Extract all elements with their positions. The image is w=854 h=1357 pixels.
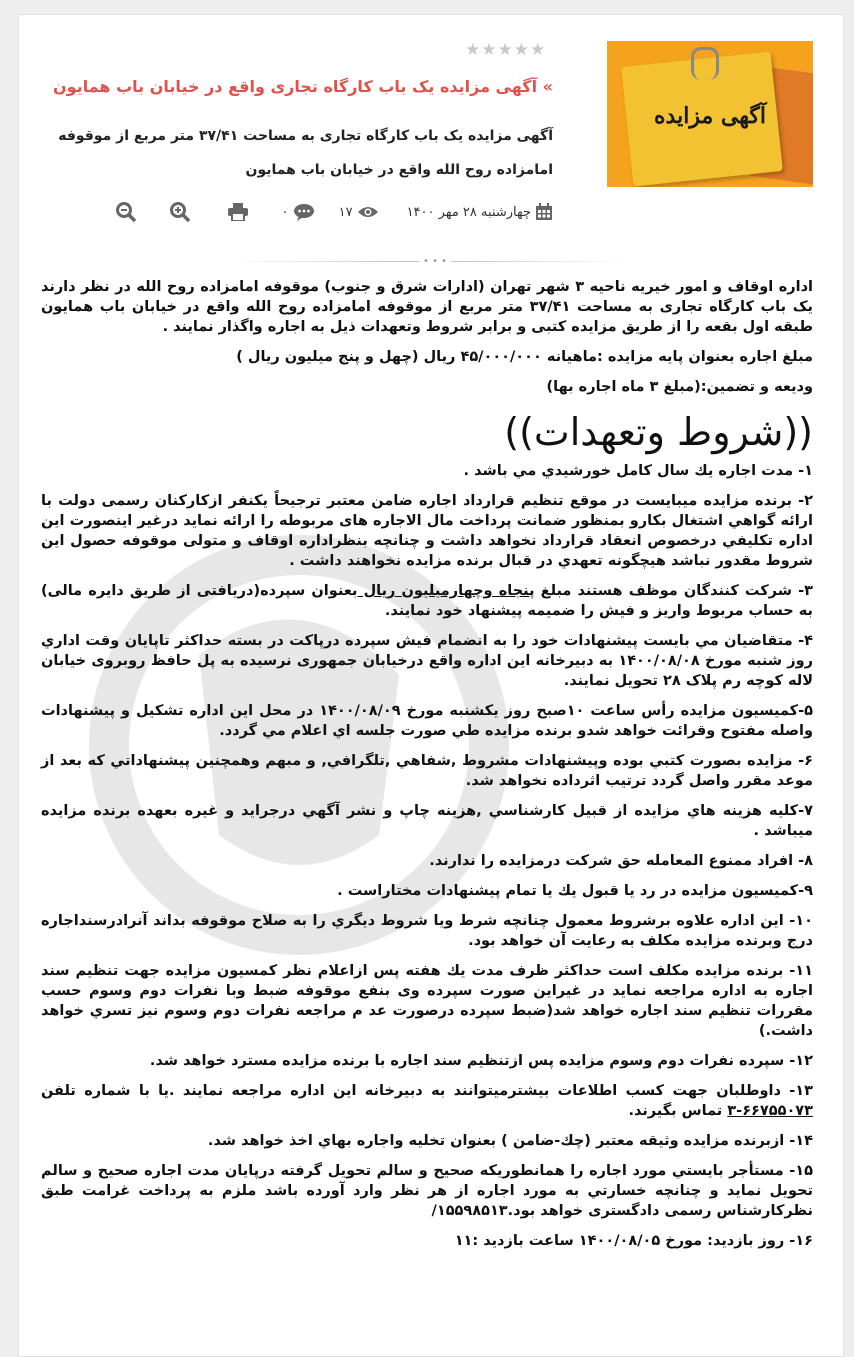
- condition-9: ۹-كميسيون مزايده در رد يا قبول يك يا تمام پيشنهادات مختاراست .: [337, 883, 813, 899]
- article-card: [18, 14, 844, 1357]
- condition-13: [41, 1081, 813, 1121]
- deposit: ودیعه و تضمین:(مبلغ ۳ ماه اجاره بها): [546, 379, 813, 395]
- comment-count: ۰: [281, 204, 289, 220]
- comments-group[interactable]: [282, 203, 315, 221]
- article-meta-bar: [33, 197, 553, 227]
- divider-dots: • • •: [419, 256, 451, 267]
- condition-14: ۱۴- ازبرنده مزايده وثيقه معتبر (چك-ضامن ) بعنوان تخليه واجاره بهاي اخذ خواهد شد.: [207, 1133, 813, 1149]
- zoom-in-icon[interactable]: [170, 202, 190, 222]
- condition-3-part-b: بعنوان سپرده(دریافتی از طریق دایره مالی) به حساب مربوط واريز و فیش را ضمیمه پیشنهاد خود نمایند.: [41, 583, 813, 619]
- condition-3-amount: پنجاه وچهارمیلیون ریال: [357, 583, 535, 599]
- article-title[interactable]: » آگهی مزایده یک باب کارگاه تجاری واقع در خیابان باب همایون: [53, 77, 553, 96]
- phone-link[interactable]: ۶۶۷۵۵۰۷۳-۳: [727, 1103, 813, 1119]
- image-caption: آگهی مزایده: [654, 103, 766, 129]
- conditions-heading: ((شروط وتعهدات)): [504, 410, 813, 454]
- print-icon[interactable]: [228, 203, 248, 221]
- section-divider: [229, 256, 629, 267]
- rating-stars[interactable]: ★★★★★: [465, 40, 547, 60]
- intro-paragraph: اداره اوقاف و امور خیریه ناحیه ۳ شهر تهران (ادارات شرق و جنوب) موقوفه امامزاده روح الله در نظر دارند یک باب کارگاه تجاری به مساحت ۳۷/۴۱ متر مربع از موقوفه امامزاده روح الله واقع در خیابان باب همایون طبقه اول بقعه را از طریق مزایده کتبی و برابر شروط وتعهدات ذیل به اجاره واگذار نمایند .: [41, 279, 814, 335]
- publish-date: چهارشنبه ۲۸ مهر ۱۴۰۰: [406, 204, 531, 220]
- condition-6: ۶- مزايده بصورت كتبي بوده وپيشنهادات مشروط ,شفاهي ,تلگرافي, و مبهم وهمچنين پيشنهاداتي كه بعد از موعد مقرر واصل گردد ترتيب اثرداده نخواهد شد.: [41, 753, 813, 789]
- condition-13-part-b: تماس بگیرند.: [628, 1103, 728, 1119]
- condition-13-part-a: ۱۳- داوطلبان جهت كسب اطلاعات بيشترميتوانند به دبيرخانه این اداره مراجعه نمايند .يا با شماره تلفن: [41, 1083, 813, 1099]
- condition-1: ۱- مدت اجاره يك سال كامل خورشيدي مي باشد .: [463, 463, 813, 479]
- article-summary: آگهی مزایده یک باب کارگاه تجاری به مساحت ۳۷/۴۱ متر مربع از موقوفه امامزاده روح الله واقع در خیابان باب همایون: [58, 128, 553, 178]
- eye-icon: [357, 204, 379, 220]
- zoom-out-icon[interactable]: [116, 202, 136, 222]
- condition-3: [41, 581, 813, 621]
- condition-3-part-a: ۳- شرکت کنندگان موظف هستند مبلغ: [534, 583, 813, 599]
- paper-clip-icon: [691, 47, 719, 80]
- calendar-icon: [535, 203, 553, 221]
- condition-15: ۱۵- مستأجر بايستي مورد اجاره را همانطوريكه صحيح و سالم تحويل گرفته درپايان مدت اجاره صحيح و سالم تحويل نمايد و چنانچه خسارتي به مورد اجاره از هر نظر وارد آورده باشد ملزم به پرداخت غرامت طبق نظركارشناس رسمی دادگستری خواهد بود.۱۵۵۹۸۵۱۳/: [41, 1163, 813, 1219]
- condition-5: ۵-كميسيون مزايده رأس ساعت ۱۰صبح روز یکشنبه مورخ ۱۴۰۰/۰۸/۰۹ در محل این اداره تشكيل و پيشنهادات واصله مفتوح وقرائت خواهد شدو برنده مزايده طي صورت جلسه اي اعلام مي گردد.: [41, 703, 813, 739]
- condition-11: ۱۱- برنده مزايده مكلف است حداكثر ظرف مدت يك هفته پس ازاعلام نظر كمسيون مزايده جهت تنظیم سند اجاره به اداره مراجعه نماید در غیراین صورت سپرده وی بنفع موقوفه ضبط وبا نفرات دوم وسوم حسب مقررات تنظیم سند اجاره خواهد شد(ضبط سپرده درصورت عد م مراجعه نفرات دوم وسوم نيز تسري خواهد داشت.): [41, 963, 813, 1039]
- article-body: [41, 277, 813, 1261]
- condition-12: ۱۲- سپرده نفرات دوم وسوم مزایده پس ازتنظیم سند اجاره با برنده مزايده مسترد خواهد شد.: [149, 1053, 813, 1069]
- comment-icon[interactable]: [293, 203, 315, 221]
- auction-notice-image[interactable]: [607, 41, 813, 187]
- views-group: [339, 204, 379, 220]
- condition-8: ۸- افراد ممنوع المعامله حق شركت درمزايده را ندارند.: [429, 853, 813, 869]
- condition-7: ۷-كليه هزينه هاي مزايده از قبيل كارشناسي ,هزينه چاپ و نشر آگهي درجرايد و غيره بعهده برنده مزايده ميباشد .: [41, 803, 813, 839]
- base-price: مبلغ اجاره بعنوان پایه مزایده :ماهیانه ۴۵/۰۰۰/۰۰۰ ریال (چهل و پنج میلیون ریال ): [236, 349, 813, 365]
- condition-16: ۱۶- روز بازدید: مورخ ۱۴۰۰/۰۸/۰۵ ساعت بازدید :۱۱: [454, 1233, 813, 1249]
- condition-4: ۴- متقاضيان مي بايست پيشنهادات خود را به انضمام فيش سپرده درپاكت در بسته حداكثر تاپايان وقت اداري روز شنبه مورخ ۱۴۰۰/۰۸/۰۸ به دبيرخانه این اداره واقع درخیابان جمهوری نرسیده به پل حافظ روبروی خیابان لاله کوچه رم پلاک ۲۸ تحويل نمايند.: [41, 633, 814, 689]
- date-group: [407, 203, 553, 221]
- condition-10: ۱۰- اين اداره علاوه برشروط معمول چنانچه شرط ويا شروط ديگري را به صلاح موقوفه بداند آنرادرسنداجاره درج وبرنده مزايده مكلف به رعايت آن خواهد بود.: [41, 913, 813, 949]
- condition-2: ۲- برنده مزایده میبایست در موقع تنظیم قرارداد اجاره ضامن معتبر ترجیحاً یکنفر ازکارکنان رسمی دولت با ارائه گواهي اشتغال بکارو بمنظور ضمانت پرداخت مال الاجاره های مربوطه را ارائه نماید درغیر اینصورت این اداره تکلیفي درخصوص انعقاد قرارداد نخواهد داشت و چنانچه بنظراداره اوقاف و متولی موقوفه حصول این شروط مقدور نباشد هيچگونه تعهدي در قبال برنده مزايده نخواهند داشت .: [41, 493, 813, 569]
- view-count: ۱۷: [338, 204, 353, 220]
